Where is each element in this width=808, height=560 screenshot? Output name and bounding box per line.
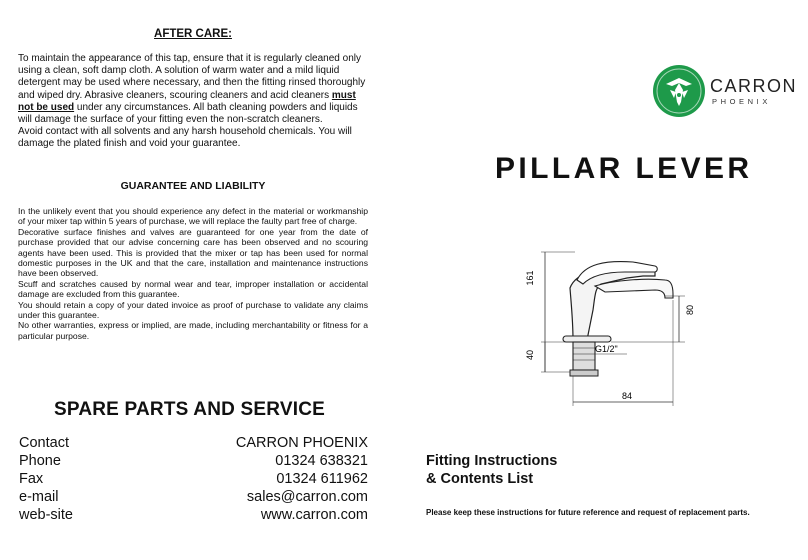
fax-value: 01324 611962 <box>276 471 368 487</box>
guarantee-paragraph: In the unlikely event that you should experience any defect in the material or workmanship of your mixer tap within 5 years of purchase, we will replace the faulty part free of charge. <box>18 206 368 227</box>
guarantee-body <box>18 206 368 341</box>
website-value[interactable]: www.carron.com <box>260 507 368 523</box>
logo-subtitle: PHOENIX <box>712 97 771 106</box>
aftercare-title: AFTER CARE: <box>154 28 232 40</box>
left-column <box>18 0 368 560</box>
right-column <box>420 0 808 560</box>
product-title: PILLAR LEVER <box>495 152 753 185</box>
contact-value: CARRON PHOENIX <box>235 435 368 451</box>
contact-label: Contact <box>19 435 69 451</box>
phone-row <box>18 452 368 470</box>
aftercare-paragraph-2: Avoid contact with all solvents and any harsh household chemicals. You will damage the plated finish and void your guarantee. <box>18 126 352 150</box>
fitting-instructions-title <box>426 452 557 488</box>
fax-label: Fax <box>19 471 44 487</box>
phone-label: Phone <box>19 453 61 469</box>
contact-table <box>18 434 368 524</box>
fitting-title-line-1: Fitting Instructions <box>426 453 558 469</box>
logo-name: CARRON <box>710 76 798 96</box>
carron-phoenix-logo-icon <box>652 64 706 118</box>
tap-technical-drawing <box>515 250 755 410</box>
email-row <box>18 488 368 506</box>
email-value[interactable]: sales@carron.com <box>246 489 368 505</box>
website-label: web-site <box>19 507 73 523</box>
spare-parts-title: SPARE PARTS AND SERVICE <box>54 399 325 420</box>
guarantee-paragraph: Decorative surface finishes and valves are guaranteed for one year from the date of purchase provided that our advise concerning care has been observed and no scouring agents have been used. This is provided that the mixer or tap has been used for normal domestic purposes in the UK and that the care, installation and maintenance instructions have been observed. <box>18 226 368 279</box>
aftercare-body <box>18 53 368 151</box>
dim-spout-height: 80 <box>685 304 695 316</box>
guarantee-title: GUARANTEE AND LIABILITY <box>120 180 266 192</box>
guarantee-paragraph: You should retain a copy of your dated invoice as proof of purchase to validate any claims under this guarantee. <box>18 299 368 321</box>
footer-note: Please keep these instructions for future reference and request of replacement parts. <box>426 508 750 517</box>
guarantee-paragraph: No other warranties, express or implied, are made, including merchantability or fitness for a particular purpose. <box>18 320 368 341</box>
dim-thread: G1/2" <box>595 344 618 354</box>
dim-total-height: 161 <box>525 270 535 286</box>
aftercare-text-2: under any circumstances. All bath cleaning powders and liquids will damage the surface of your fitting even the non-scratch cleaners. <box>18 101 358 126</box>
aftercare-emphasis: must not be used <box>18 89 356 113</box>
fitting-title-line-2: & Contents List <box>426 471 534 487</box>
aftercare-text-1: To maintain the appearance of this tap, ensure that it is regularly cleaned only using a clean, soft damp cloth. A solution of warm water and a mild liquid detergent may be used where necessary, and then the fitting rinsed thoroughly and wiped dry. Abrasive cleaners, scouring cleaners and acid cleaners <box>18 53 366 101</box>
website-row <box>18 506 368 524</box>
guarantee-paragraph: Scuff and scratches caused by normal wear and tear, improper installation or accidental damage are excluded from this guarantee. <box>18 278 368 300</box>
aftercare-paragraph <box>18 53 368 126</box>
phone-value: 01324 638321 <box>275 453 368 469</box>
contact-row <box>18 434 368 452</box>
dim-base-height: 40 <box>525 349 535 361</box>
dim-width: 84 <box>621 391 633 401</box>
fax-row <box>18 470 368 488</box>
email-label: e-mail <box>19 489 59 505</box>
